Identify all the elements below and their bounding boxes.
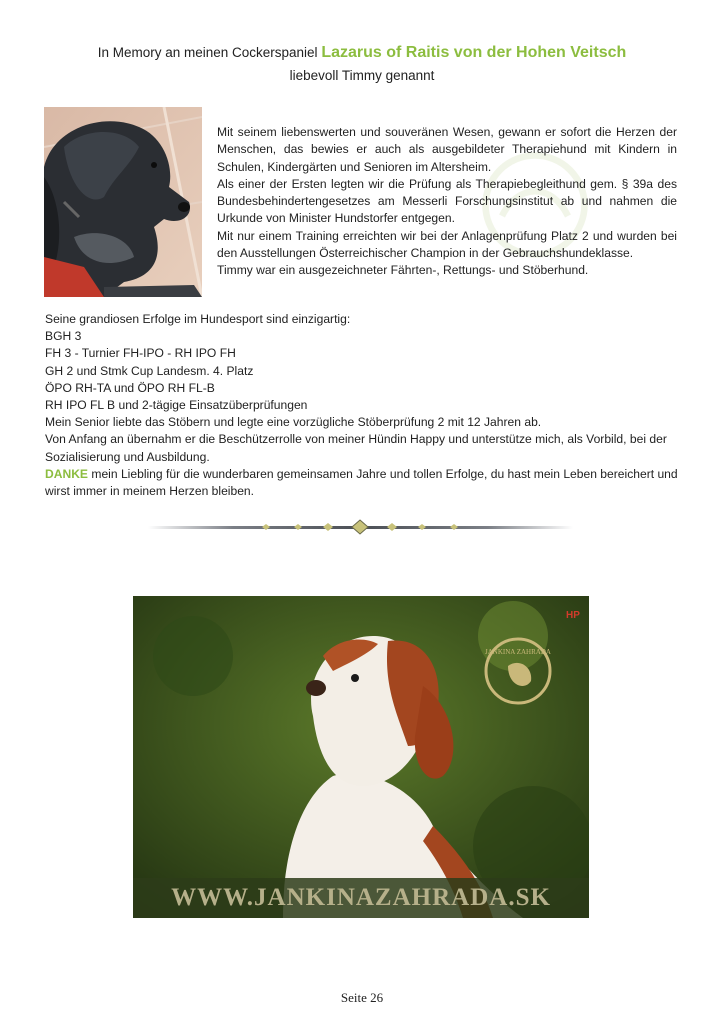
danke-word: DANKE (45, 466, 89, 481)
corner-mark: HP (566, 610, 580, 621)
nickname-line: liebevoll Timmy genannt (289, 68, 435, 83)
cocker-spaniel-photo (44, 107, 202, 297)
intro-paragraph: Mit seinem liebenswerten und souveränen Wesen, gewann er sofort die Herzen der Menschen, das bewies er auch als ausgebildeter Therapiehund mit Kindern in Schulen, Kindergärten und Senioren im Altersheim. (217, 125, 677, 174)
intro-paragraph: Timmy war ein ausgezeichneter Fährten-, Rettungs- und Stöberhund. (217, 263, 589, 278)
achievement-item: GH 2 und Stmk Cup Landesm. 4. Platz (45, 363, 254, 378)
achievement-item: FH 3 - Turnier FH-IPO - RH IPO FH (45, 346, 236, 361)
achievement-item: ÖPO RH-TA und ÖPO RH FL-B (45, 380, 215, 395)
achievements-section (45, 311, 685, 500)
senior-text: Mein Senior liebte das Stöbern und legte eine vorzügliche Stöberprüfung 2 mit 12 Jahren ab. (45, 415, 542, 430)
intro-paragraph: Mit nur einem Training erreichten wir bei der Anlagenprüfung Platz 2 und wurden bei den Ausstellungen Österreichischer Champion in der Gebrauchshundeklasse. (217, 228, 677, 261)
achievement-item: RH IPO FL B und 2-tägige Einsatzüberprüfungen (45, 398, 308, 413)
logo-text: JANKINA ZAHRADA (485, 648, 551, 656)
achievement-item: BGH 3 (45, 329, 82, 344)
page-number: Seite 26 (340, 990, 384, 1005)
kennel-url[interactable]: WWW.JANKINAZAHRADA.SK (133, 878, 589, 918)
kennel-advertisement (133, 596, 589, 918)
ornamental-divider (148, 518, 573, 536)
protector-text: Von Anfang an übernahm er die Beschützerrolle von meiner Hündin Happy und unterstütze mich, als Vorbild, bei der Sozialisierung und Ausbildung. (45, 432, 667, 464)
welsh-springer-photo (133, 596, 589, 918)
thanks-text (45, 466, 685, 500)
intro-paragraph: Als einer der Ersten legten wir die Prüfung als Therapiebegleithund gem. § 39a des Bundesbehindertengesetzes am Messerli Forschungsinstitut ab und nahmen die Urkunde von Minister Hundstorfer entgegen. (217, 176, 677, 226)
dedication-prefix: In Memory an meinen Cockerspaniel (97, 45, 322, 60)
dedication-line (0, 44, 724, 62)
dog-name: Lazarus of Raitis von der Hohen Veitsch (321, 44, 627, 61)
danke-rest: mein Liebling für die wunderbaren gemeinsamen Jahre und tollen Erfolge, du hast mein Leben bereichert und wirst immer in meinem Herzen bleiben. (45, 466, 678, 499)
achievements-heading: Seine grandiosen Erfolge im Hundesport sind einzigartig: (45, 312, 351, 326)
intro-text (217, 124, 677, 280)
